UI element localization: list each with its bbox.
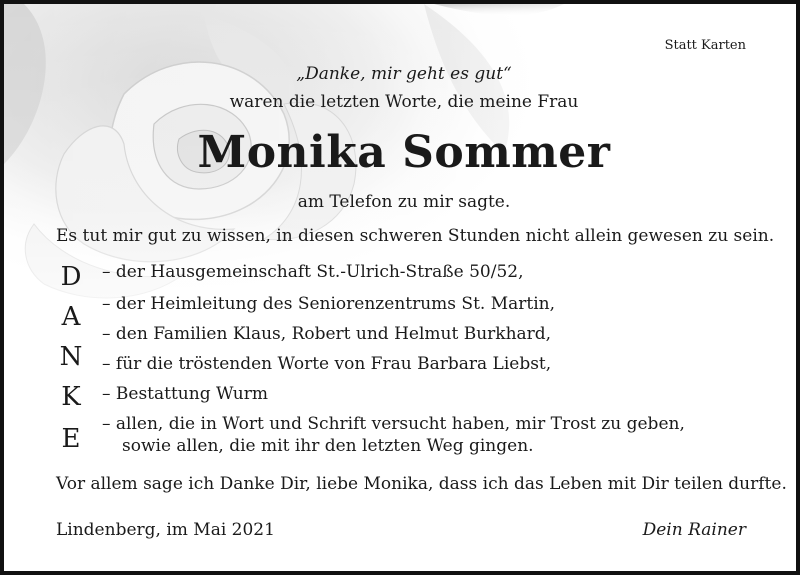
thanks-item: – den Familien Klaus, Robert und Helmut Burkhard, [102, 324, 552, 344]
thanks-item: – der Heimleitung des Seniorenzentrums St. Martin, [102, 294, 555, 314]
danke-letter: D [60, 262, 82, 292]
closing-line: Vor allem sage ich Danke Dir, liebe Monika, dass ich das Leben mit Dir teilen durfte. [56, 474, 787, 494]
thanks-item: – für die tröstenden Worte von Frau Barbara Liebst, [102, 354, 552, 374]
thanks-item: – der Hausgemeinschaft St.-Ulrich-Straße 50/52, [102, 262, 524, 282]
danke-letter: A [61, 302, 81, 332]
danke-letter: E [61, 424, 81, 454]
thanks-item-continuation [102, 436, 534, 456]
intro-line: waren die letzten Worte, die meine Frau [229, 92, 579, 112]
quote-line: „Danke, mir geht es gut“ [296, 64, 512, 84]
thanks-item: – Bestattung Wurm [102, 384, 268, 404]
signature: Dein Rainer [642, 520, 746, 540]
danke-letter: K [61, 382, 81, 412]
danke-letter: N [59, 342, 83, 372]
thanks-item: – allen, die in Wort und Schrift versucht haben, mir Trost zu geben, [102, 414, 685, 434]
place-date: Lindenberg, im Mai 2021 [56, 520, 275, 540]
thanks-continuation-text: sowie allen, die mit ihr den letzten Weg gingen. [122, 436, 534, 456]
after-name-line: am Telefon zu mir sagte. [297, 192, 511, 212]
statt-karten-label: Statt Karten [664, 38, 746, 53]
deceased-name: Monika Sommer [197, 127, 611, 178]
good-to-know-line: Es tut mir gut zu wissen, in diesen schweren Stunden nicht allein gewesen zu sein. [56, 226, 775, 246]
